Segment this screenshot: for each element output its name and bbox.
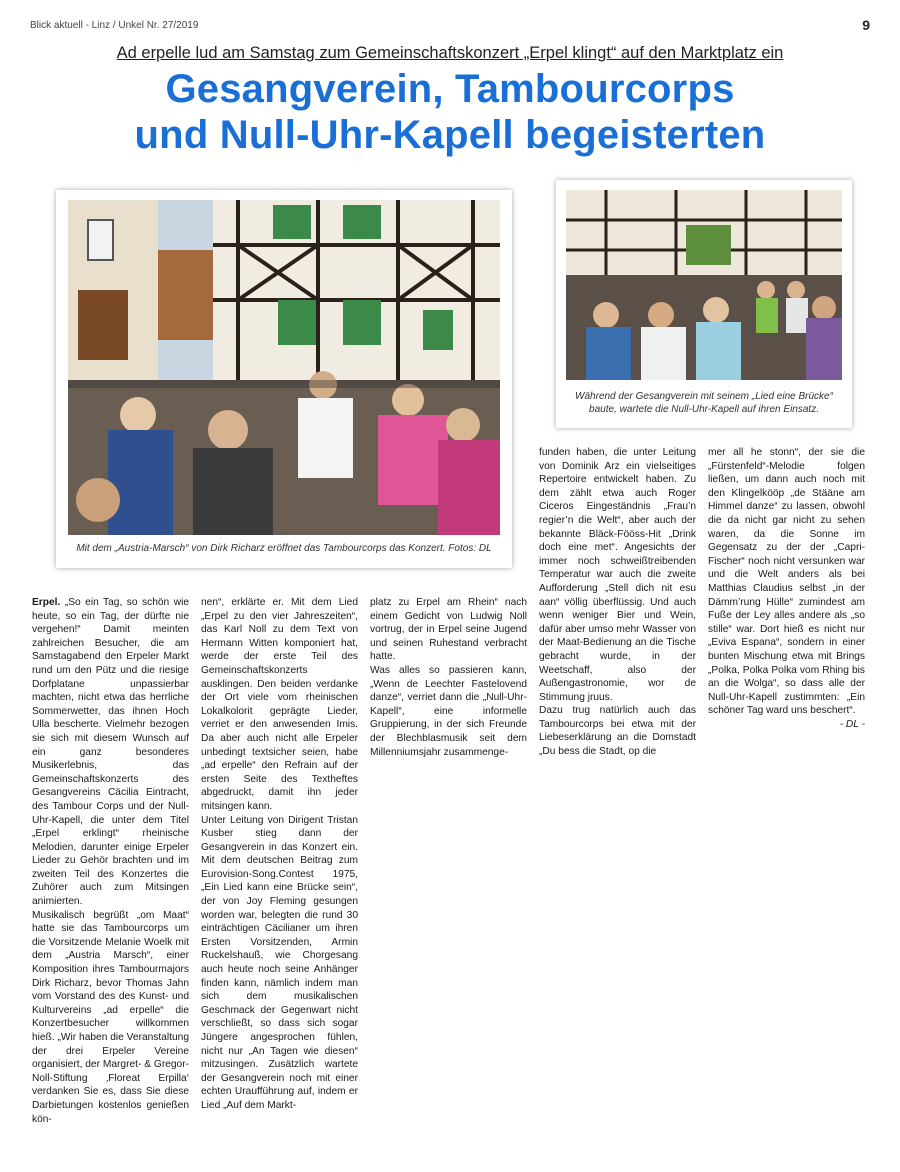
photo-caption-right-line-1: Während der Gesangverein mit seinem „Lied eine Brücke“: [575, 391, 833, 402]
article-column-3: [370, 596, 527, 759]
article-col2-paragraph-2: Unter Leitung von Dirigent Tristan Kusber stieg dann der Gesangverein in das Konzert ein. Mit dem deutschen Beitrag zum Eurovision-Song.Contest 1975, „Ein Lied kann eine Brücke sein“, der von Joy Fleming gesungen worden war, belegten die rund 30 einträchtigen Cäcilianer um ihren Ersten Vorsitzenden, Armin Ruckelshauß, wie Chorgesang auch heute noch seine Anhänger finden kann, nämlich indem man sich dem musikalischen Geschmack der Gegenwart nicht verschließt, so dass sich sogar Jüngere angesprochen fühlen, nicht nur „An Tagen wie diesen“ mitzusingen. Zusätzlich wartete der Gesangverein noch mit einer echten Uraufführung auf, indem er Lied „Auf dem Markt-: [201, 814, 358, 1111]
concert-photo-gesangverein: [566, 190, 842, 380]
photo-caption-left: Mit dem „Austria-Marsch“ von Dirk Richarz eröffnet das Tambourcorps das Konzert. Fotos: DL: [76, 543, 492, 554]
article-column-2: [201, 596, 358, 1113]
headline: [0, 66, 900, 158]
photo-frame-left: [56, 190, 512, 568]
concert-photo-tambourcorps: [68, 200, 500, 535]
article-column-1: [32, 596, 189, 1126]
issue-info: Blick aktuell - Linz / Unkel Nr. 27/2019: [30, 20, 199, 31]
headline-line-2: und Null-Uhr-Kapell begeisterten: [134, 113, 766, 157]
photo-illustration-right: [566, 190, 842, 380]
article-column-4: [539, 446, 696, 759]
article-col1-text: „So ein Tag, so schön wie heute, so ein Tag, der dürfte nie vergehen!“ Damit meinten zahlreichen Besucher, die am Samstagabend den Erpeler Markt rund um den Pütz und die riesige Dorfplatane unpassierbar machten, nicht etwa das herrliche Sommerwetter, das ihnen Hoch Ulla bescherte. Vielmehr bezogen sie sich mit diesem Wunsch auf ein ganz besonderes Musikerlebnis, das Gemeinschaftskonzerts des Gesangvereins Cäcilia Eintracht, des Tambour Corps und der Null-Uhr-Kapell, die unter dem Titel „Erpel erklingt“ rheinische Melodien, darunter einige Erpeler Lieder zu Gehör brachten und im zweiten Teil des Konzertes die Zuhörer auch zum Mitsingen animierten.: [32, 597, 189, 908]
photo-frame-right: [556, 180, 852, 428]
article-dateline: Erpel.: [32, 597, 61, 608]
page-number: 9: [862, 17, 870, 33]
article-col5-text: mer all he stonn“, der sie die „Fürstenfeld“-Melodie folgen ließen, um dann auch noch mit den Klingelkööp „de Stääne am Himmel danze“ zu lassen, obwohl die da nicht gar nicht zu sehen waren, da die Sonne im Gegensatz zu der der „Capri-Fischer“ noch nicht versunken war und die Welt anders als bei Matthias Claudius selbst „in der Dämm’rung Hülle“ zumindest am Fuße der Ley alles andere als „so stille“ war. Dort hieß es nicht nur „Eviva Espana“, sondern in einer bunten Mischung etwa mit Brings „Polka, Polka Polka vom Rhing bis an die Wolga“, so dass alle der Null-Uhr-Kapell zustimmten: „Ein schöner Tag ward uns beschert“.: [708, 447, 865, 717]
photo-caption-right: [562, 390, 846, 416]
article-col3-paragraph-2: Was alles so passieren kann, „Wenn de Leechter Fastelovend danze“, verriet dann die „Null-Uhr-Kapell“, eine informelle Gruppierung, in der sich Freunde der Blechblasmusik seit dem Millenniumsjahr zusammenge-: [370, 664, 527, 758]
article-col4-text: funden haben, die unter Leitung von Dominik Arz ein vielseitiges Repertoire entwickelt haben. Zu dem zählt etwa auch Roger Ciceros Eingeständnis „Frau’n regier’n die Welt“, aber auch der bekannte Bläck-Fööss-Hit „Drink doch eine met“. Angesichts der immer noch schweißtreibenden Temperatur war auch die zweite Aufforderung „Stell dich nit esu aan“ völlig überflüssig. Und auch wenn weniger Bier und Wein, dafür aber umso mehr Wasser von der Maat-Bedienung an die Tische gebracht wurde, in der Weetschaff, also der Außengastronomie, wor de Stimmung jruus.: [539, 447, 696, 703]
article-col4-paragraph-2: Dazu trug natürlich auch das Tambourcorps bei etwa mit der Liebeserklärung an die Domstadt „Du bess die Stadt, op die: [539, 705, 696, 758]
article-col3-text: platz zu Erpel am Rhein“ nach einem Gedicht von Ludwig Noll vortrug, der in Erpel seine Jugend und seinen Ruhestand verbracht hatte.: [370, 597, 527, 663]
article-signature: - DL -: [839, 718, 865, 730]
photo-caption-right-line-2: baute, wartete die Null-Uhr-Kapell auf ihren Einsatz.: [589, 404, 819, 415]
photo-illustration-left: [68, 200, 500, 535]
article-column-5: [708, 446, 865, 731]
kicker: Ad erpelle lud am Samstag zum Gemeinschaftskonzert „Erpel klingt“ auf den Marktplatz ein: [116, 44, 784, 62]
article-col1-paragraph-2: Musikalisch begrüßt „om Maat“ hatte sie das Tambourcorps um die Vorsitzende Melanie Woelk mit dem „Austria Marsch“, einer Komposition ihres Tambourmajors Dirk Richarz, bevor Thomas Jahn vom Vorstand des des Kunst- und Kulturvereins „ad erpelle“ die Konzertbesucher willkommen hieß. „Wir haben die Veranstaltung der drei Erpeler Vereine organisiert, der Margret- & Gregor-Noll-Stiftung ‚Floreat Erpilla‘ verdanken Sie es, dass Sie diese Darbietungen kostenlos genießen kön-: [32, 909, 189, 1125]
article-col2-text: nen“, erklärte er. Mit dem Lied „Erpel zu den vier Jahreszeiten“, das Karl Noll zu dem Text von Hermann Witten komponiert hat, werde der erste Teil des Gemeinschaftskonzerts ausklingen. Den beiden verdanke der Ort viele vom rheinischen Lokalkolorit geprägte Lieder, verriet er den anwesenden Imis. Da aber auch nicht alle Erpeler unbedingt textsicher seien, habe „ad erpelle“ den Refrain auf der ersten Seite des Textheftes abgedruckt, damit ihn jeder mitsingen kann.: [201, 597, 358, 812]
headline-line-1: Gesangverein, Tambourcorps: [165, 67, 735, 111]
